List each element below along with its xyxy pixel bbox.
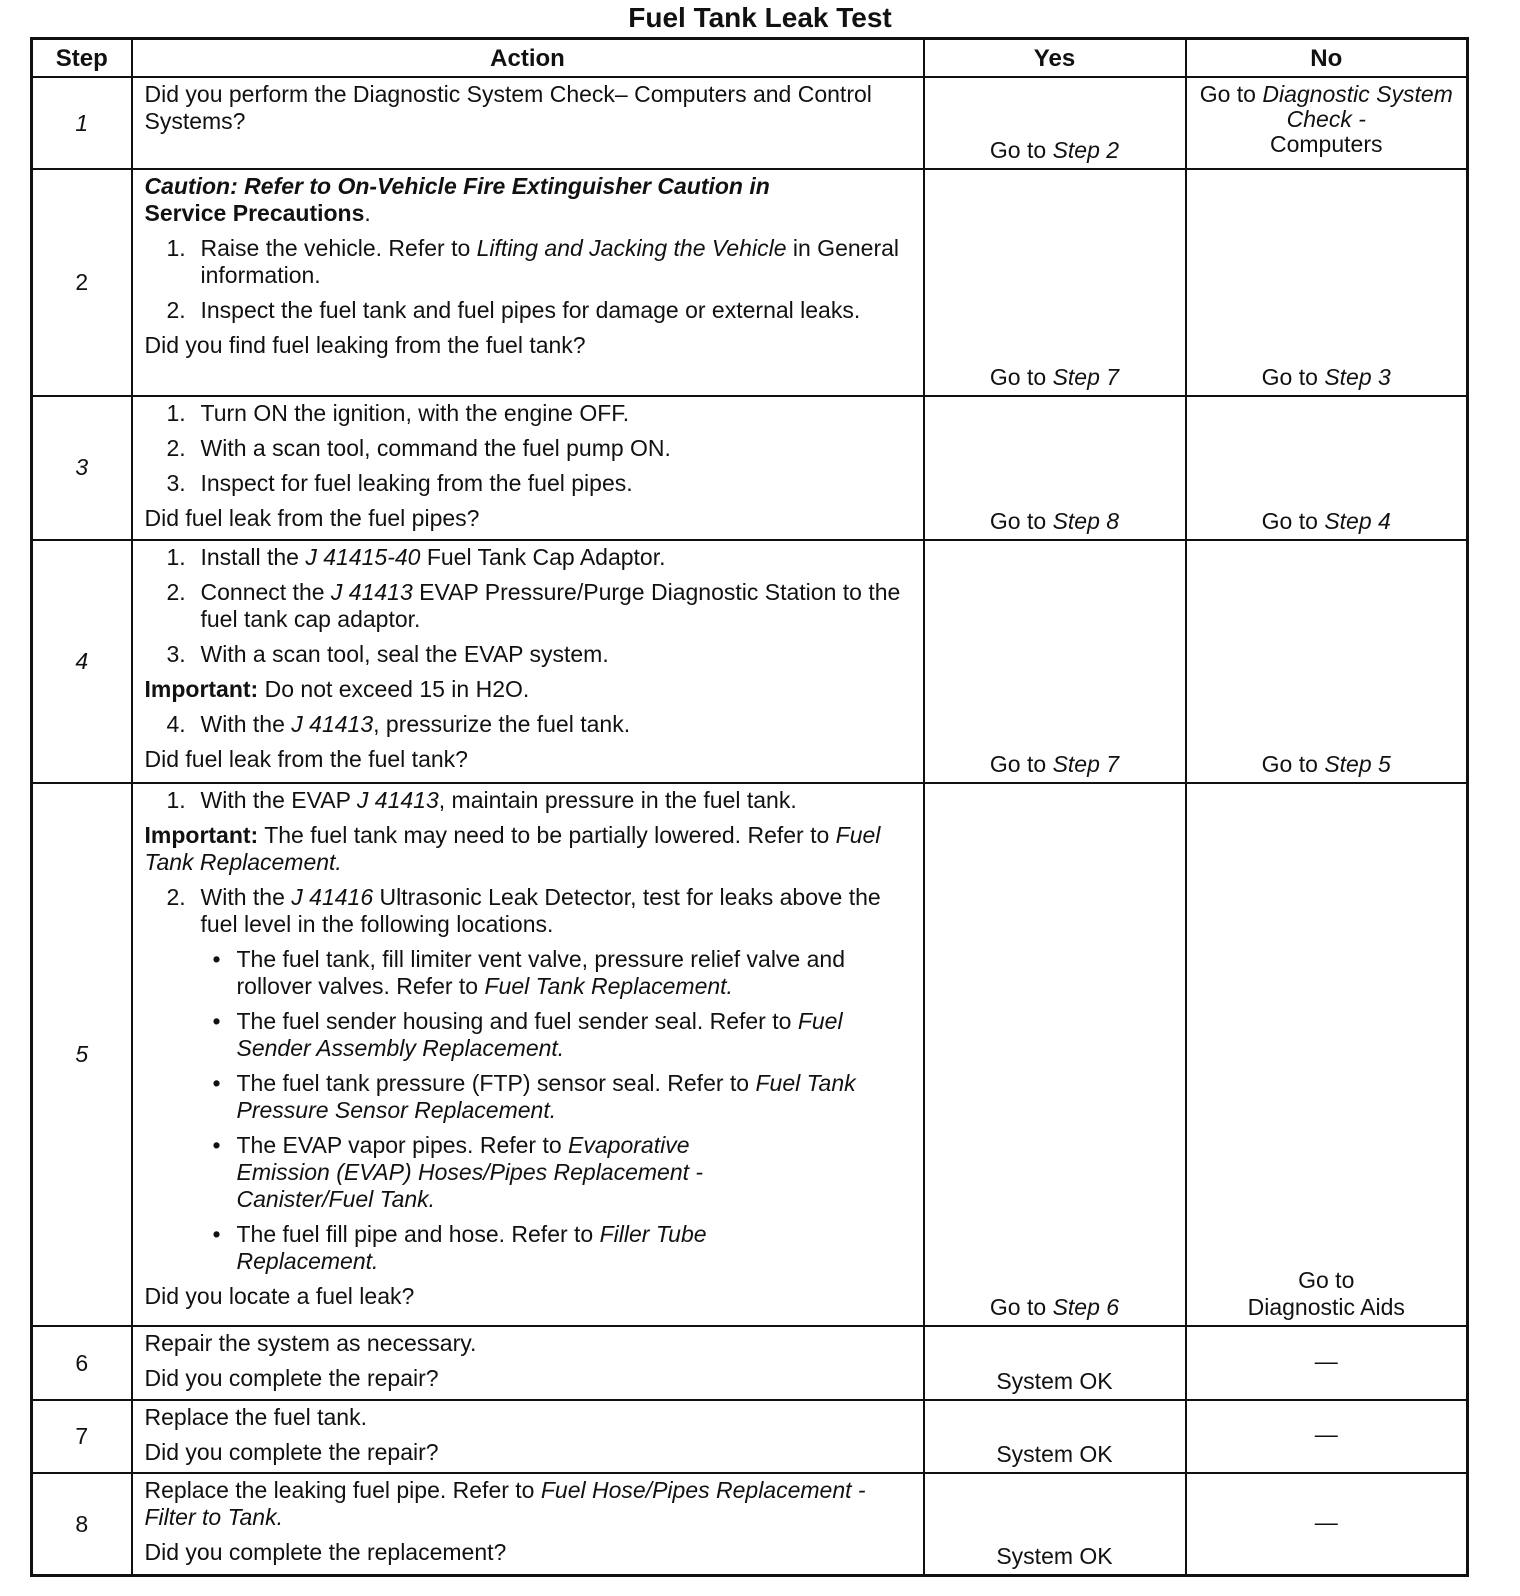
step-link[interactable]: Step 6 bbox=[1052, 1294, 1120, 1321]
step-link[interactable]: Step 8 bbox=[1052, 507, 1120, 534]
step-number: 4 bbox=[32, 540, 132, 784]
procedure-link[interactable]: Evaporative Emission (EVAP) Hoses/Pipes Replacement - Canister/Fuel Tank. bbox=[236, 1132, 704, 1213]
no-cell: Go to Step 5 bbox=[1186, 540, 1468, 784]
yes-cell: Go to Step 2 bbox=[924, 77, 1186, 169]
important-label: Important: bbox=[144, 822, 259, 849]
table-row bbox=[32, 783, 1468, 1326]
procedure-link[interactable]: Fuel Tank Replacement. bbox=[144, 822, 881, 876]
no-cell: Go to Step 3 bbox=[1186, 169, 1468, 396]
header-action: Action bbox=[132, 39, 924, 78]
tool-number: J 41413 bbox=[291, 710, 374, 737]
yes-cell: System OK bbox=[924, 1326, 1186, 1399]
header-yes: Yes bbox=[924, 39, 1186, 78]
action-cell: Replace the fuel tank. Did you complete the repair? bbox=[132, 1400, 924, 1473]
header-row bbox=[32, 39, 1468, 78]
action-question: Did fuel leak from the fuel tank? bbox=[144, 745, 468, 772]
step-number: 2 bbox=[32, 169, 132, 396]
yes-cell: System OK bbox=[924, 1400, 1186, 1473]
action-question: Did you complete the repair? bbox=[144, 1365, 439, 1392]
diagnostic-aids-link[interactable]: Diagnostic Aids bbox=[1247, 1294, 1405, 1321]
step-link[interactable]: Step 2 bbox=[1052, 137, 1120, 164]
step-link[interactable]: Step 4 bbox=[1324, 507, 1391, 534]
procedure-link[interactable]: Lifting and Jacking the Vehicle bbox=[476, 235, 787, 262]
page-title: Fuel Tank Leak Test bbox=[628, 2, 892, 33]
step-link[interactable]: Step 7 bbox=[1052, 363, 1120, 390]
table-row bbox=[32, 1326, 1468, 1399]
header-step: Step bbox=[32, 39, 132, 78]
procedure-link[interactable]: Fuel Hose/Pipes Replacement - Filter to Tank. bbox=[144, 1477, 866, 1531]
action-question: Did you complete the replacement? bbox=[144, 1539, 507, 1566]
tool-number: J 41415-40 bbox=[305, 543, 421, 570]
yes-cell: Go to Step 8 bbox=[924, 396, 1186, 540]
action-cell: Repair the system as necessary. Did you complete the repair? bbox=[132, 1326, 924, 1399]
yes-cell: Go to Step 7 bbox=[924, 540, 1186, 784]
table-row bbox=[32, 77, 1468, 169]
procedure-link[interactable]: Fuel Sender Assembly Replacement. bbox=[236, 1008, 843, 1062]
action-cell: Replace the leaking fuel pipe. Refer to Fuel Hose/Pipes Replacement - Filter to Tank. Did you complete the replacement? bbox=[132, 1473, 924, 1575]
diagnostic-check-link[interactable]: Diagnostic System Check - bbox=[1262, 81, 1453, 133]
step-link[interactable]: Step 5 bbox=[1324, 751, 1391, 778]
tool-number: J 41413 bbox=[356, 787, 439, 814]
table-row bbox=[32, 540, 1468, 784]
important-label: Important: bbox=[144, 675, 259, 702]
step-number: 3 bbox=[32, 396, 132, 540]
step-number: 1 bbox=[32, 77, 132, 169]
header-no: No bbox=[1186, 39, 1468, 78]
procedure-link[interactable]: Fuel Tank Pressure Sensor Replacement. bbox=[236, 1070, 856, 1124]
tool-number: J 41416 bbox=[291, 884, 374, 911]
action-cell bbox=[132, 77, 924, 169]
procedure-link[interactable]: Filler Tube Replacement. bbox=[236, 1221, 707, 1275]
no-cell: Go to Step 4 bbox=[1186, 396, 1468, 540]
table-row bbox=[32, 1473, 1468, 1575]
no-cell: — bbox=[1186, 1400, 1468, 1473]
action-cell: 1. With the EVAP J 41413, maintain pressure in the fuel tank. Important: The fuel tank may need to be partially lowered. Refer to Fuel Tank Replacement. 2. With the J 41416 Ultrasonic Leak Detector, test for leaks above the fuel level in the following locations. • The fuel tank, fill limiter vent valve, pressure relief valve and rollover valves. Refer to Fuel Tank Replacement. • The fuel sender housing and fuel sender seal. Refer to Fuel Sender Assembly Replacement. • The fuel tank pressure (FTP) sensor seal. Refer to Fuel Tank Pressure Sensor Replacement. • The EVAP vapor pipes. Refer to Evaporative Emission (EVAP) Hoses/Pipes Replacement - Canister/Fuel Tank. • The fuel fill pipe and hose. Refer to Filler Tube Replacement. Did you locate a fuel leak? bbox=[132, 783, 924, 1326]
action-question: Did you perform the Diagnostic System Check– Computers and Control Systems? bbox=[144, 81, 872, 135]
step-number: 7 bbox=[32, 1400, 132, 1473]
step-number: 8 bbox=[32, 1473, 132, 1575]
leak-test-table bbox=[30, 37, 1469, 1577]
table-row bbox=[32, 1400, 1468, 1473]
action-question: Did fuel leak from the fuel pipes? bbox=[144, 504, 480, 531]
yes-cell: Go to Step 6 bbox=[924, 783, 1186, 1326]
procedure-link[interactable]: Fuel Tank Replacement. bbox=[484, 973, 733, 1000]
step-link[interactable]: Step 3 bbox=[1324, 363, 1391, 390]
tool-number: J 41413 bbox=[330, 578, 413, 605]
action-question: Did you find fuel leaking from the fuel tank? bbox=[144, 332, 586, 359]
action-cell: Caution: Refer to On-Vehicle Fire Extinguisher Caution in Service Precautions. 1. Raise the vehicle. Refer to Lifting and Jacking the Vehicle in General information. 2. Inspect the fuel tank and fuel pipes for damage or external leaks. Did you find fuel leaking from the fuel tank? bbox=[132, 169, 924, 396]
action-question: Did you locate a fuel leak? bbox=[144, 1283, 415, 1310]
no-cell: — bbox=[1186, 1326, 1468, 1399]
action-cell: 1. Install the J 41415-40 Fuel Tank Cap Adaptor. 2. Connect the J 41413 EVAP Pressure/Purge Diagnostic Station to the fuel tank cap adaptor. 3. With a scan tool, seal the EVAP system. Important: Do not exceed 15 in H2O. 4. With the J 41413, pressurize the fuel tank. Did fuel leak from the fuel tank? bbox=[132, 540, 924, 784]
step-number: 5 bbox=[32, 783, 132, 1326]
no-cell: Go to Diagnostic System Check - Computers bbox=[1186, 77, 1468, 169]
yes-cell: System OK bbox=[924, 1473, 1186, 1575]
action-question: Did you complete the repair? bbox=[144, 1438, 439, 1465]
step-number: 6 bbox=[32, 1326, 132, 1399]
table-row bbox=[32, 169, 1468, 396]
yes-cell: Go to Step 7 bbox=[924, 169, 1186, 396]
no-cell: Go to Diagnostic Aids bbox=[1186, 783, 1468, 1326]
caution-text: Caution: Refer to On-Vehicle Fire Extinguisher Caution in bbox=[144, 173, 770, 200]
no-cell: — bbox=[1186, 1473, 1468, 1575]
step-link[interactable]: Step 7 bbox=[1052, 751, 1120, 778]
table-row bbox=[32, 396, 1468, 540]
action-cell: 1. Turn ON the ignition, with the engine OFF. 2. With a scan tool, command the fuel pump ON. 3. Inspect for fuel leaking from the fuel pipes. Did fuel leak from the fuel pipes? bbox=[132, 396, 924, 540]
